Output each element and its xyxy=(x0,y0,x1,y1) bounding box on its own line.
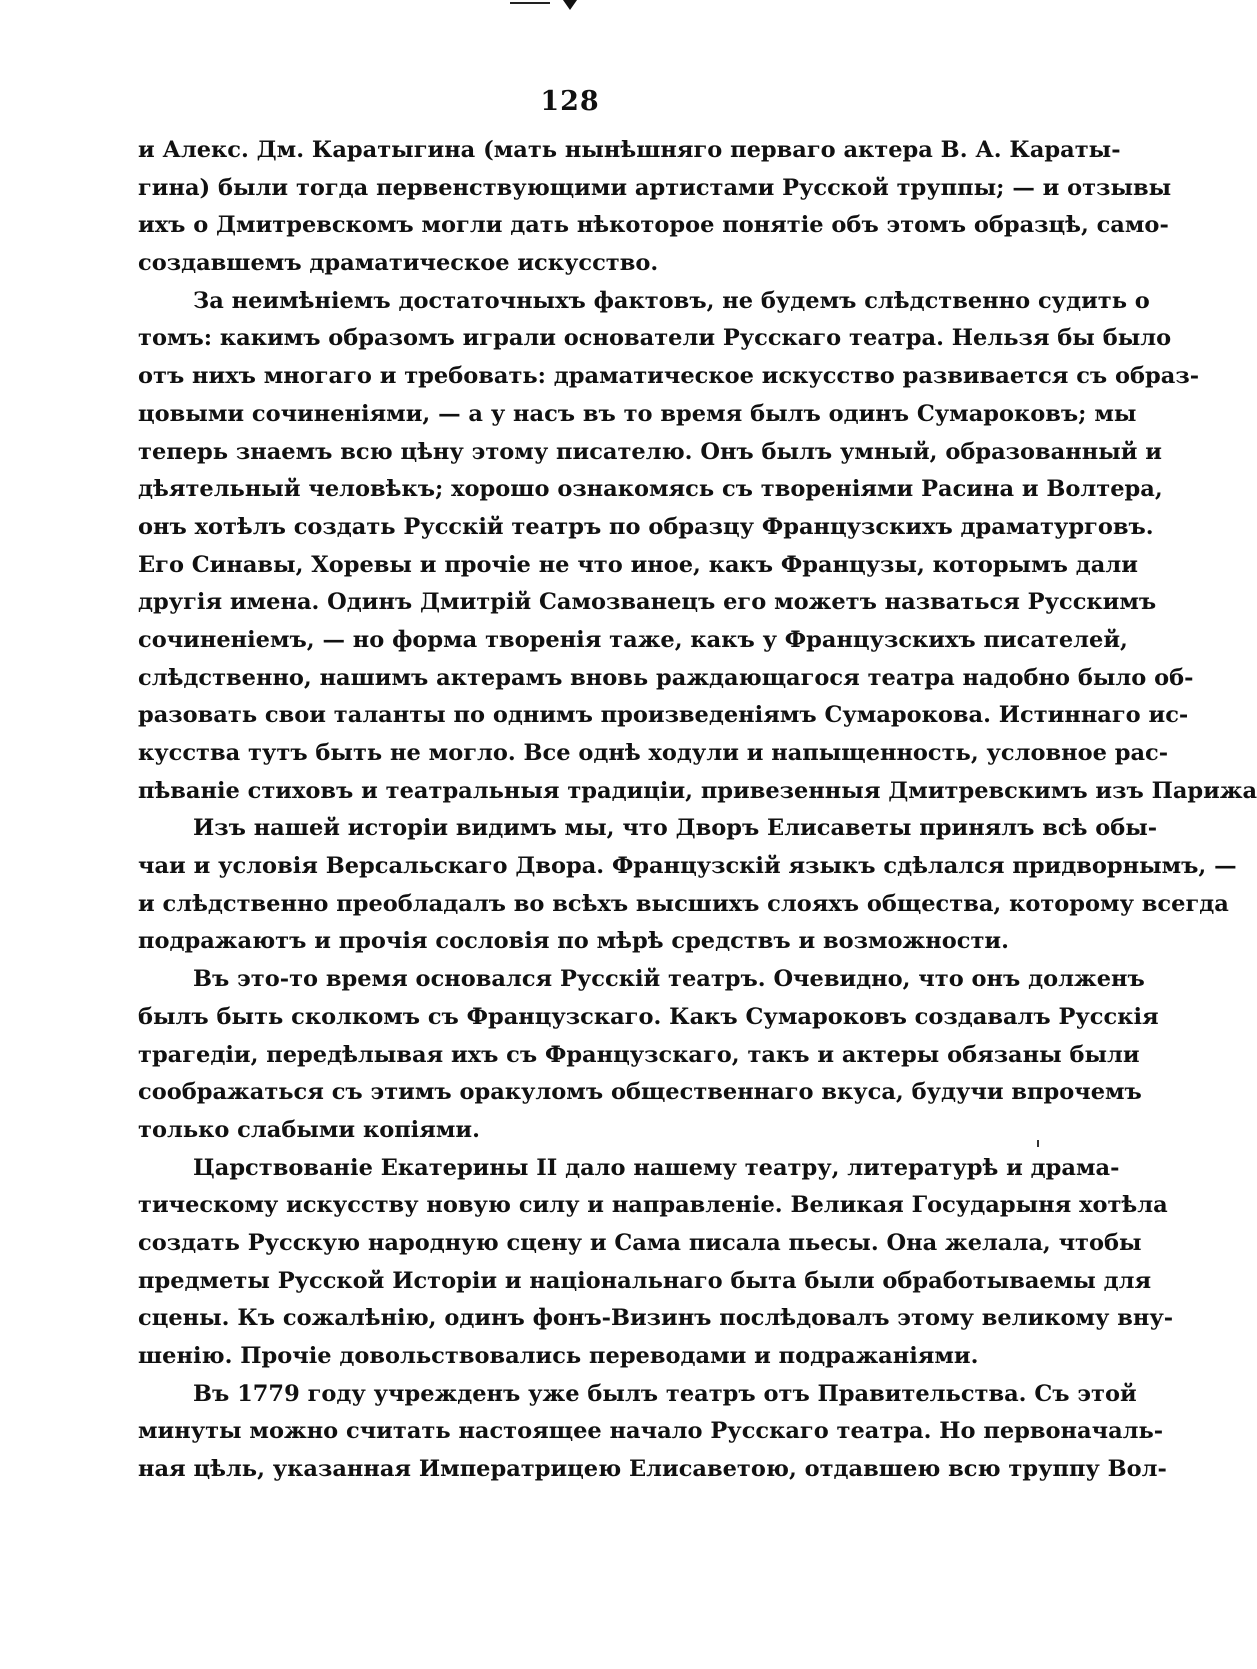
text-line: подражаютъ и прочія сословія по мѣрѣ средствъ и возможности. xyxy=(138,928,1009,955)
text-line: ихъ о Дмитревскомъ могли дать нѣкоторое понятіе объ этомъ образцѣ, само- xyxy=(138,212,1169,239)
text-line: онъ хотѣлъ создать Русскій театръ по образцу Французскихъ драматурговъ. xyxy=(138,513,1154,540)
text-line: другія имена. Одинъ Дмитрій Самозванецъ его можетъ назваться Русскимъ xyxy=(138,589,1157,616)
text-line: слѣдственно, нашимъ актерамъ вновь раждающагося театра надобно было об- xyxy=(138,664,1194,691)
text-line: трагедіи, передѣлывая ихъ съ Французскаго, такъ и актеры обязаны были xyxy=(138,1041,1140,1068)
body-text xyxy=(138,132,1257,1489)
text-line: создать Русскую народную сцену и Сама писала пьесы. Она желала, чтобы xyxy=(138,1229,1142,1256)
text-line: цовыми сочиненіями, — а у насъ въ то время былъ одинъ Сумароковъ; мы xyxy=(138,400,1137,427)
text-line: сцены. Къ сожалѣнію, одинъ фонъ-Визинъ послѣдовалъ этому великому вну- xyxy=(138,1305,1174,1332)
text-line: ная цѣль, указанная Императрицею Елисаветою, отдавшею всю труппу Вол- xyxy=(138,1456,1167,1483)
text-line: теперь знаемъ всю цѣну этому писателю. Онъ былъ умный, образованный и xyxy=(138,438,1162,465)
scan-mark-line xyxy=(510,2,550,4)
text-line: тическому искусству новую силу и направленіе. Великая Государыня хотѣла xyxy=(138,1192,1168,1219)
text-line: пѣваніе стиховъ и театральныя традиціи, привезенныя Дмитревскимъ изъ Парижа xyxy=(138,777,1257,804)
text-line: гина) были тогда первенствующими артистами Русской труппы; — и отзывы xyxy=(138,174,1172,201)
text-line: создавшемъ драматическое искусство. xyxy=(138,250,659,277)
text-line: Изъ нашей исторіи видимъ мы, что Дворъ Елисаветы принялъ всѣ обы- xyxy=(193,815,1158,842)
text-line: отъ нихъ многаго и требовать: драматическое искусство развивается съ образ- xyxy=(138,363,1200,390)
text-line: Въ это-то время основался Русскій театръ. Очевидно, что онъ долженъ xyxy=(193,966,1145,993)
text-line: только слабыми копіями. xyxy=(138,1116,480,1143)
text-line: предметы Русской Исторіи и національнаго быта были обработываемы для xyxy=(138,1267,1152,1294)
text-line: дѣятельный человѣкъ; хорошо ознакомясь съ твореніями Расина и Волтера, xyxy=(138,476,1163,503)
text-line: шенію. Прочіе довольствовались переводами и подражаніями. xyxy=(138,1343,979,1369)
text-line: и Алекс. Дм. Каратыгина (мать нынѣшняго перваго актера В. А. Караты- xyxy=(138,137,1121,163)
page-number: 128 xyxy=(540,86,600,117)
text-line: Царствованіе Екатерины II дало нашему театру, литературѣ и драма- xyxy=(193,1154,1120,1181)
text-line: и слѣдственно преобладалъ во всѣхъ высшихъ слояхъ общества, которому всегда xyxy=(138,890,1229,917)
text-line: былъ быть сколкомъ съ Французскаго. Какъ Сумароковъ создавалъ Русскія xyxy=(138,1003,1159,1030)
scan-mark-icon xyxy=(563,0,577,10)
text-line: томъ: какимъ образомъ играли основатели Русскаго театра. Нельзя бы было xyxy=(138,325,1172,352)
ink-speck xyxy=(1037,1140,1039,1147)
text-line: разовать свои таланты по однимъ произведеніямъ Сумарокова. Истиннаго ис- xyxy=(138,702,1189,729)
text-line: Въ 1779 году учрежденъ уже былъ театръ отъ Правительства. Съ этой xyxy=(193,1380,1137,1407)
text-line: За неимѣніемъ достаточныхъ фактовъ, не будемъ слѣдственно судить о xyxy=(193,287,1150,314)
text-line: минуты можно считать настоящее начало Русскаго театра. Но первоначаль- xyxy=(138,1418,1164,1445)
text-line: Его Синавы, Хоревы и прочіе не что иное, какъ Французы, которымъ дали xyxy=(138,551,1138,578)
text-line: чаи и условія Версальскаго Двора. Французскій языкъ сдѣлался придворнымъ, — xyxy=(138,853,1237,880)
text-line: кусства тутъ быть не могло. Все однѣ ходули и напыщенность, условное рас- xyxy=(138,740,1169,766)
text-line: соображаться съ этимъ оракуломъ общественнаго вкуса, будучи впрочемъ xyxy=(138,1079,1142,1106)
text-line: сочиненіемъ, — но форма творенія таже, какъ у Французскихъ писателей, xyxy=(138,626,1128,653)
